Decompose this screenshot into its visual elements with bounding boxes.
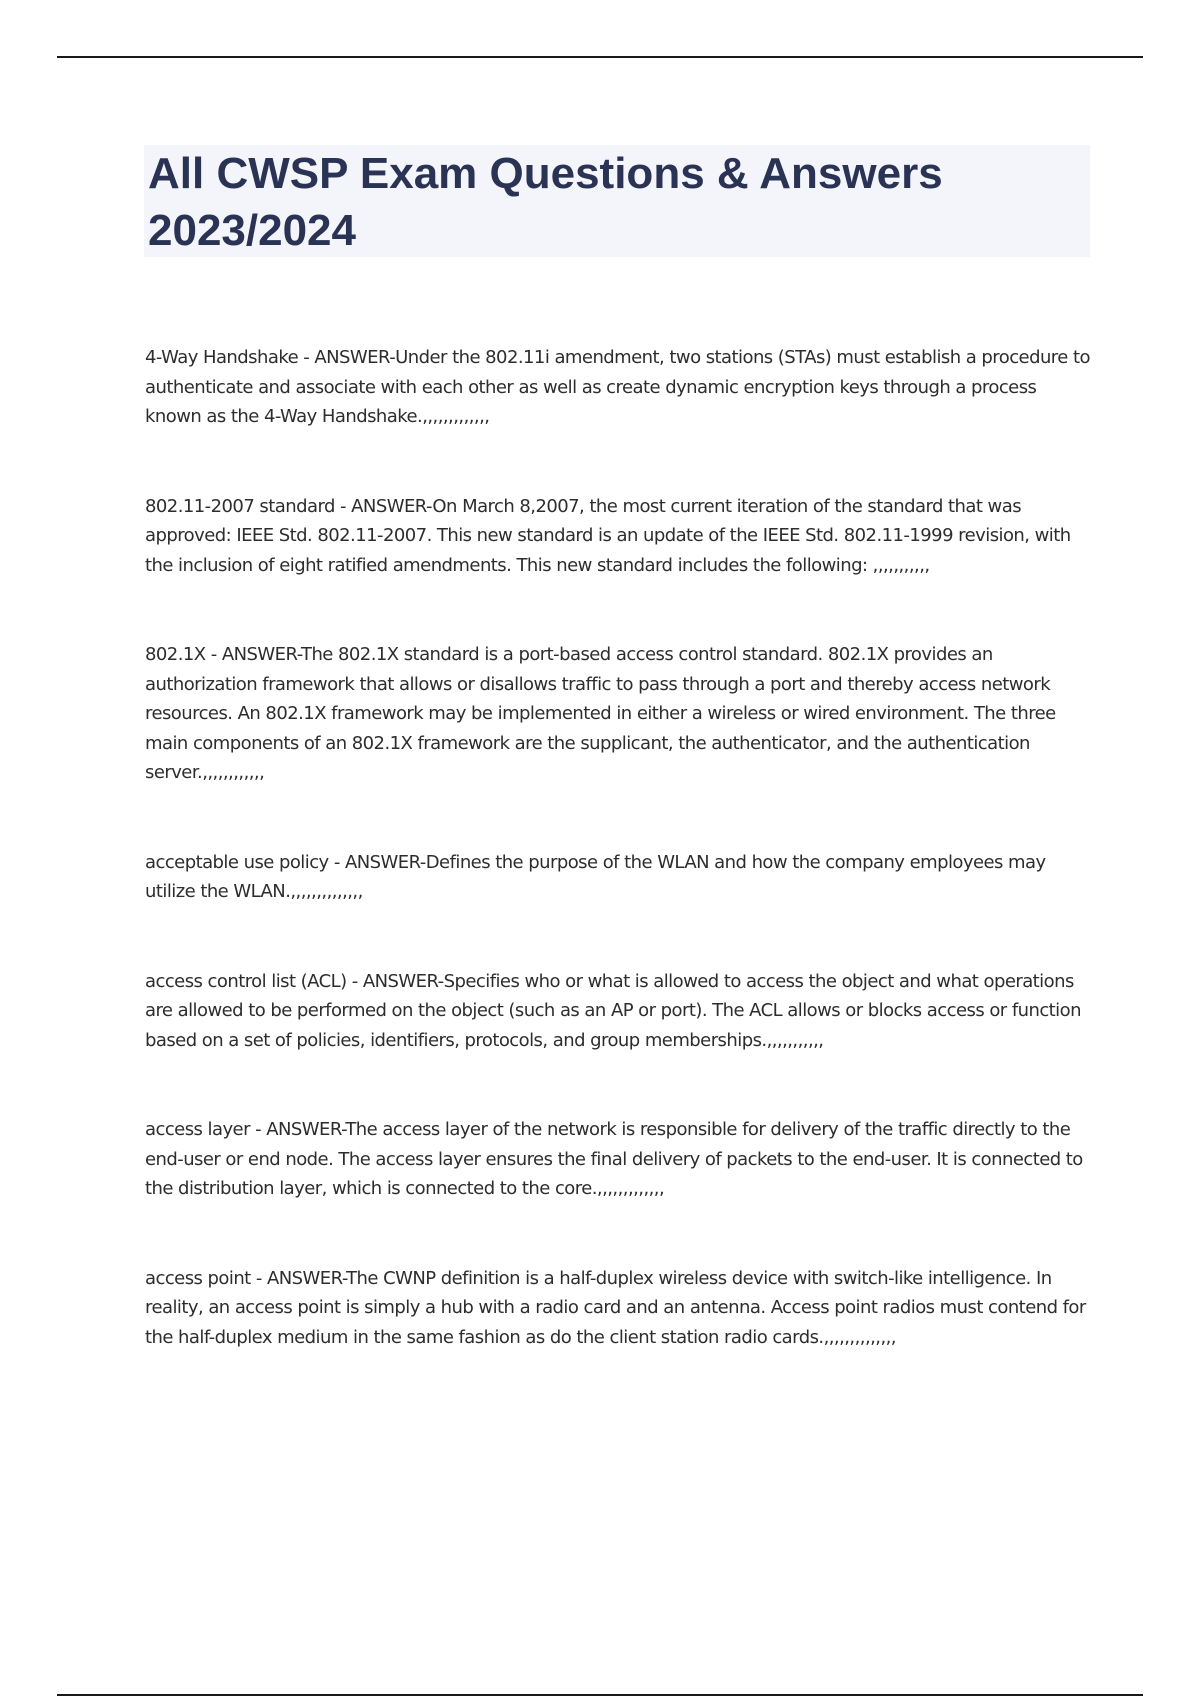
qa-entry: access layer - ANSWER-The access layer of the network is responsible for delivery of the traffic directly to the end-user or end node. The access layer ensures the final delivery of packets to the end-user. It is connected to the distribution layer, which is connected to the core.,,,,,,,,,,,,, bbox=[145, 1119, 1083, 1199]
qa-list bbox=[145, 343, 1095, 1412]
qa-entry: acceptable use policy - ANSWER-Defines the purpose of the WLAN and how the company employees may utilize the WLAN.,,,,,,,,,,,,,, bbox=[145, 851, 1046, 902]
qa-entry: access control list (ACL) - ANSWER-Specifies who or what is allowed to access the object and what operations are allowed to be performed on the object (such as an AP or port). The ACL allows or blocks access or function based on a set of policies, identifiers, protocols, and group memberships.,,,,,,,,,,, bbox=[145, 970, 1081, 1051]
qa-entry: 4-Way Handshake - ANSWER-Under the 802.11i amendment, two stations (STAs) must establish a procedure to authenticate and associate with each other as well as create dynamic encryption keys through a process known as the 4-Way Handshake.,,,,,,,,,,,,, bbox=[145, 347, 1090, 427]
bottom-rule bbox=[57, 1694, 1143, 1696]
title-banner bbox=[144, 145, 1090, 257]
qa-entry: 802.11-2007 standard - ANSWER-On March 8,2007, the most current iteration of the standard that was approved: IEEE Std. 802.11-2007. This new standard is an update of the IEEE Std. 802.11-1999 revision, with the inclusion of eight ratified amendments. This new standard includes the following: ,,,,,,,,,,, bbox=[145, 495, 1071, 576]
top-rule bbox=[57, 56, 1143, 58]
qa-entry: 802.1X - ANSWER-The 802.1X standard is a port-based access control standard. 802.1X provides an authorization framework that allows or disallows traffic to pass through a port and thereby access network resources. An 802.1X framework may be implemented in either a wireless or wired environment. The three main components of an 802.1X framework are the supplicant, the authenticator, and the authentication server.,,,,,,,,,,,, bbox=[145, 644, 1056, 783]
qa-entry: access point - ANSWER-The CWNP definition is a half-duplex wireless device with switch-like intelligence. In reality, an access point is simply a hub with a radio card and an antenna. Access point radios must contend for the half-duplex medium in the same fashion as do the client station radio cards.,,,,,,,,,,,,,, bbox=[145, 1267, 1086, 1348]
document-title: All CWSP Exam Questions & Answers 2023/2024 bbox=[148, 149, 943, 255]
